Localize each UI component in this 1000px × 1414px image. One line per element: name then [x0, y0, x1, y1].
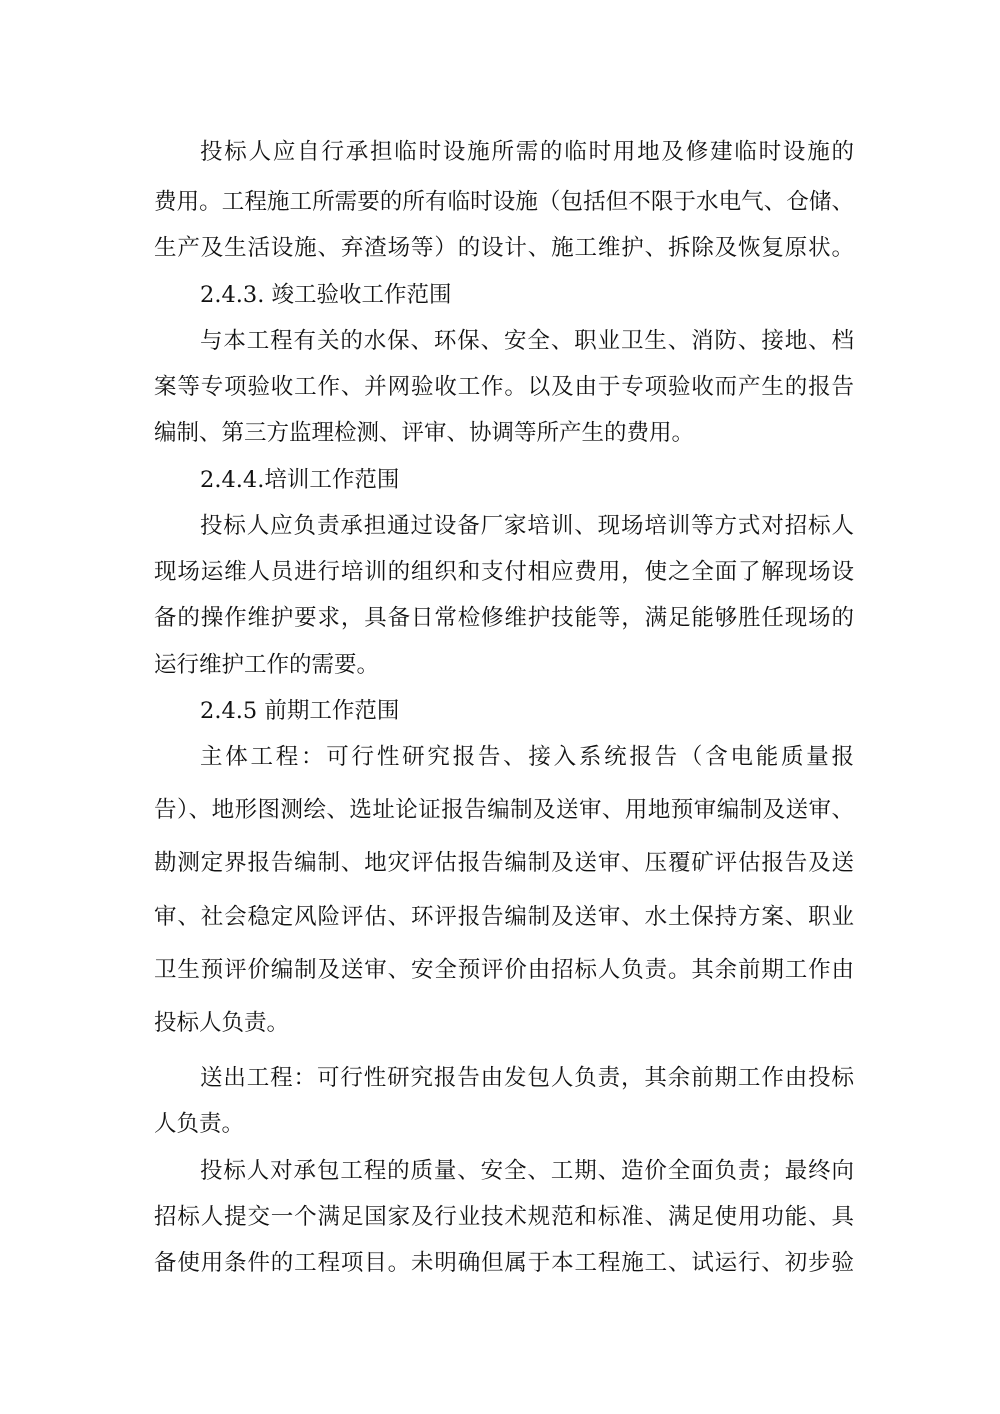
paragraph-acceptance-line-2: 案等专项验收工作、并网验收工作。以及由于专项验收而产生的报告 — [154, 374, 854, 400]
paragraph-responsibility-line-3: 备使用条件的工程项目。未明确但属于本工程施工、试运行、初步验 — [154, 1250, 854, 1276]
paragraph-temporary-facilities-line-1: 投标人应自行承担临时设施所需的临时用地及修建临时设施的 — [200, 139, 854, 165]
paragraph-training-line-4: 运行维护工作的需要。 — [154, 652, 380, 678]
paragraph-responsibility-line-2: 招标人提交一个满足国家及行业技术规范和标准、满足使用功能、具 — [154, 1204, 854, 1230]
paragraph-acceptance-line-3: 编制、第三方监理检测、评审、协调等所产生的费用。 — [154, 420, 695, 446]
paragraph-preliminary-line-1: 主体工程：可行性研究报告、接入系统报告（含电能质量报 — [200, 744, 854, 770]
paragraph-temporary-facilities-line-2: 费用。工程施工所需要的所有临时设施（包括但不限于水电气、仓储、 — [154, 189, 854, 215]
section-heading-2-4-5: 2.4.5 前期工作范围 — [200, 698, 400, 724]
paragraph-responsibility-line-1: 投标人对承包工程的质量、安全、工期、造价全面负责；最终向 — [200, 1158, 854, 1184]
paragraph-training-line-2: 现场运维人员进行培训的组织和支付相应费用，使之全面了解现场设 — [154, 559, 854, 585]
section-heading-2-4-4: 2.4.4.培训工作范围 — [200, 467, 400, 493]
paragraph-preliminary-line-3: 勘测定界报告编制、地灾评估报告编制及送审、压覆矿评估报告及送 — [154, 850, 854, 876]
paragraph-preliminary-line-2: 告）、地形图测绘、选址论证报告编制及送审、用地预审编制及送审、 — [154, 797, 854, 823]
paragraph-training-line-1: 投标人应负责承担通过设备厂家培训、现场培训等方式对招标人 — [200, 513, 854, 539]
paragraph-transmission-line-2: 人负责。 — [154, 1111, 245, 1137]
paragraph-preliminary-line-6: 投标人负责。 — [154, 1010, 290, 1036]
paragraph-acceptance-line-1: 与本工程有关的水保、环保、安全、职业卫生、消防、接地、档 — [200, 328, 854, 354]
paragraph-preliminary-line-5: 卫生预评价编制及送审、安全预评价由招标人负责。其余前期工作由 — [154, 957, 854, 983]
paragraph-transmission-line-1: 送出工程：可行性研究报告由发包人负责，其余前期工作由投标 — [200, 1065, 854, 1091]
paragraph-temporary-facilities-line-3: 生产及生活设施、弃渣场等）的设计、施工维护、拆除及恢复原状。 — [154, 235, 854, 261]
paragraph-training-line-3: 备的操作维护要求，具备日常检修维护技能等，满足能够胜任现场的 — [154, 605, 854, 631]
paragraph-preliminary-line-4: 审、社会稳定风险评估、环评报告编制及送审、水土保持方案、职业 — [154, 904, 854, 930]
section-heading-2-4-3: 2.4.3. 竣工验收工作范围 — [200, 282, 452, 308]
